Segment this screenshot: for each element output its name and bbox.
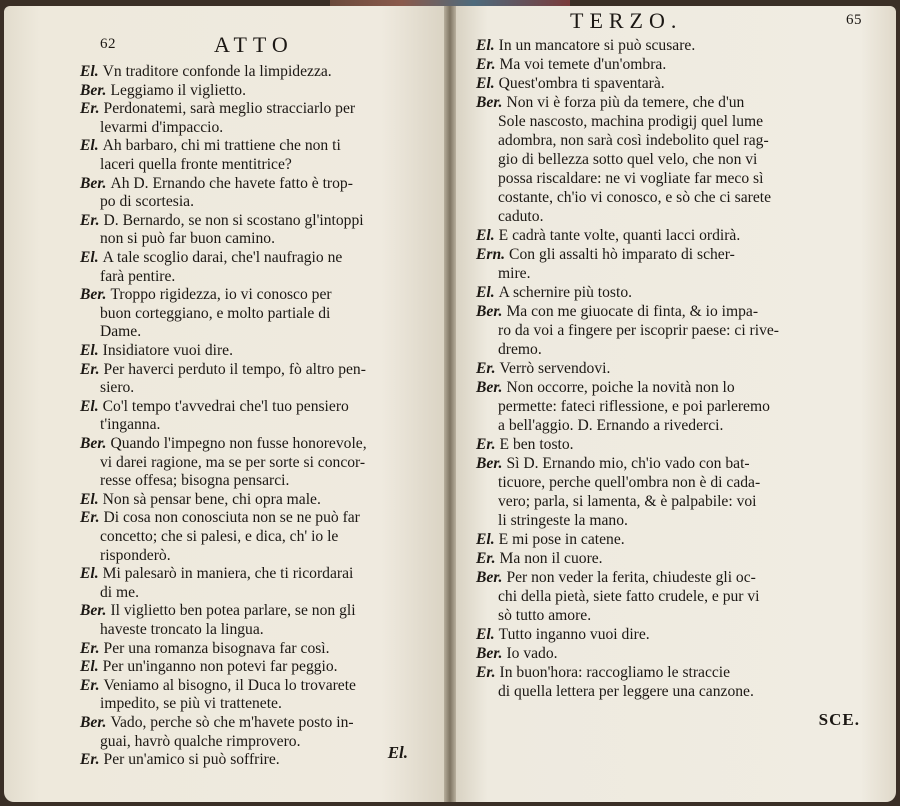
- line-text: concetto; che si palesi, e dica, ch' io le: [100, 528, 339, 545]
- text-line: [80, 174, 353, 194]
- right-page: [452, 6, 896, 802]
- text-line: [100, 267, 175, 287]
- text-line: [498, 131, 769, 151]
- line-text: E cadrà tante volte, quanti lacci ordirà.: [498, 227, 741, 244]
- left-catchword: El.: [387, 743, 408, 762]
- speaker-abbreviation: Er.: [80, 360, 100, 378]
- text-line: [100, 155, 292, 175]
- text-line: [476, 36, 695, 56]
- speaker-abbreviation: Ber.: [80, 714, 107, 731]
- speaker-abbreviation: El.: [80, 137, 99, 155]
- line-text: caduto.: [498, 208, 544, 225]
- speaker-abbreviation: Ber.: [80, 174, 107, 192]
- speaker-abbreviation: Ber.: [476, 94, 503, 111]
- text-line: [498, 340, 542, 360]
- text-line: [476, 644, 558, 664]
- speaker-abbreviation: Ern.: [476, 246, 506, 263]
- text-line: [476, 663, 730, 683]
- line-text: chi della pietà, siete fatto crudele, e pur vi: [498, 588, 760, 605]
- line-text: siero.: [100, 379, 135, 397]
- left-page-number: 62: [100, 36, 116, 52]
- line-text: Mi palesarò in maniera, che ti ricordarai: [102, 565, 354, 583]
- text-line: [498, 587, 760, 607]
- line-text: Non sà pensar bene, chi opra male.: [102, 490, 321, 508]
- text-line: [498, 207, 543, 227]
- speaker-abbreviation: Er.: [476, 436, 496, 453]
- line-text: buon corteggiano, e molto partiale di: [100, 304, 331, 322]
- line-text: In un mancatore si può scusare.: [498, 37, 696, 54]
- text-line: [80, 136, 341, 156]
- text-line: [498, 169, 763, 189]
- line-text: a bell'aggio. D. Ernando a rivederci.: [498, 417, 724, 434]
- text-line: [476, 435, 574, 455]
- line-text: Per una romanza bisognava far così.: [103, 639, 330, 657]
- speaker-abbreviation: Er.: [80, 751, 100, 769]
- line-text: t'inganna.: [100, 416, 161, 434]
- speaker-abbreviation: Er.: [476, 360, 496, 377]
- text-line: [80, 639, 330, 659]
- text-line: [100, 192, 194, 212]
- text-line: [80, 657, 338, 677]
- text-line: [476, 568, 756, 588]
- speaker-abbreviation: El.: [80, 565, 99, 583]
- text-line: [100, 583, 139, 603]
- line-text: di quella lettera per leggere una canzone.: [498, 683, 754, 700]
- text-line: [100, 229, 275, 249]
- line-text: Tutto inganno vuoi dire.: [498, 626, 650, 643]
- text-line: [476, 302, 758, 322]
- text-line: [476, 359, 610, 379]
- line-text: Co'l tempo t'avvedrai che'l tuo pensiero: [102, 397, 349, 415]
- line-text: Quest'ombra ti spaventarà.: [498, 75, 665, 92]
- text-line: [498, 188, 771, 208]
- line-text: li stringeste la mano.: [498, 512, 628, 529]
- speaker-abbreviation: Er.: [80, 639, 100, 657]
- text-line: [100, 732, 300, 752]
- text-line: [80, 676, 356, 696]
- speaker-abbreviation: Er.: [80, 676, 100, 694]
- book-gutter: [444, 6, 456, 802]
- text-line: [80, 360, 366, 380]
- speaker-abbreviation: Ber.: [476, 455, 503, 472]
- text-line: [476, 93, 744, 113]
- line-text: Non occorre, poiche la novità non lo: [506, 379, 735, 396]
- speaker-abbreviation: El.: [80, 63, 99, 80]
- text-line: [80, 81, 246, 101]
- text-line: [476, 74, 665, 94]
- line-text: Ah barbaro, chi mi trattiene che non ti: [102, 137, 341, 155]
- speaker-abbreviation: Ber.: [476, 569, 503, 586]
- text-line: [498, 416, 723, 436]
- speaker-abbreviation: El.: [476, 531, 495, 548]
- speaker-abbreviation: El.: [80, 658, 99, 676]
- line-text: Ah D. Ernando che havete fatto è trop-: [110, 174, 353, 192]
- speaker-abbreviation: Ber.: [476, 379, 503, 396]
- text-line: [476, 226, 740, 246]
- speaker-abbreviation: Er.: [80, 100, 100, 118]
- text-line: [498, 492, 757, 512]
- speaker-abbreviation: El.: [80, 490, 99, 508]
- speaker-abbreviation: Er.: [80, 211, 100, 229]
- line-text: haveste troncato la lingua.: [100, 621, 264, 638]
- text-line: [100, 304, 330, 324]
- text-line: [476, 530, 625, 550]
- line-text: Di cosa non conosciuta non se ne può far: [103, 509, 360, 527]
- text-line: [80, 99, 355, 119]
- speaker-abbreviation: El.: [476, 37, 495, 54]
- text-line: [80, 713, 354, 733]
- line-text: Sole nascosto, machina prodigij quel lume: [498, 113, 764, 130]
- line-text: sò tutto amore.: [498, 607, 592, 624]
- line-text: impedito, se più vi trattenete.: [100, 695, 282, 713]
- text-line: [100, 453, 365, 473]
- line-text: Leggiamo il viglietto.: [110, 81, 246, 99]
- text-line: [498, 150, 757, 170]
- text-line: [80, 750, 280, 770]
- text-line: [80, 211, 364, 231]
- text-line: [100, 322, 141, 342]
- text-line: [476, 625, 650, 645]
- line-text: levarmi d'impaccio.: [100, 118, 224, 136]
- line-text: non si può far buon camino.: [100, 230, 275, 248]
- line-text: adombra, non sarà così indebolito quel rag-: [498, 132, 769, 149]
- speaker-abbreviation: El.: [476, 227, 495, 244]
- line-text: A tale scoglio darai, che'l naufragio ne: [102, 249, 343, 266]
- text-line: [498, 473, 760, 493]
- text-line: [100, 415, 160, 435]
- line-text: Troppo rigidezza, io vi conosco per: [110, 286, 332, 304]
- speaker-abbreviation: Er.: [476, 550, 496, 567]
- speaker-abbreviation: Er.: [476, 56, 496, 73]
- line-text: possa riscaldare: ne vi vogliate far meco sì: [498, 170, 764, 187]
- speaker-abbreviation: Ber.: [476, 303, 503, 320]
- line-text: dremo.: [498, 341, 542, 358]
- speaker-abbreviation: Ber.: [80, 435, 107, 452]
- speaker-abbreviation: El.: [476, 284, 495, 301]
- text-line: [100, 527, 338, 547]
- text-line: [80, 434, 367, 454]
- line-text: mire.: [498, 265, 531, 282]
- line-text: po di scortesia.: [100, 193, 194, 211]
- text-line: [476, 378, 735, 398]
- line-text: ro da voi a fingere per iscoprir paese: ci rive-: [498, 322, 779, 339]
- speaker-abbreviation: Er.: [80, 509, 100, 527]
- line-text: Con gli assalti hò imparato di scher-: [509, 246, 735, 263]
- text-line: [498, 264, 530, 284]
- line-text: vi darei ragione, ma se per sorte si concor-: [100, 453, 366, 471]
- text-line: [476, 245, 735, 265]
- line-text: A schernire più tosto.: [498, 284, 633, 301]
- line-text: permette: fateci riflessione, e poi parleremo: [498, 398, 770, 415]
- left-running-head: ATTO: [214, 32, 294, 57]
- line-text: Sì D. Ernando mio, ch'io vado con bat-: [506, 455, 750, 472]
- text-line: [498, 321, 779, 341]
- text-line: [100, 118, 223, 138]
- right-page-number: 65: [846, 12, 862, 28]
- line-text: farà pentire.: [100, 267, 176, 285]
- line-text: resse offesa; bisogna pensarci.: [100, 472, 290, 490]
- line-text: ticuore, perche quell'ombra non è di cada-: [498, 474, 761, 491]
- text-line: [498, 511, 628, 531]
- text-line: [100, 546, 171, 566]
- text-line: [476, 283, 632, 303]
- text-line: [498, 606, 591, 626]
- line-text: Per un'amico si può soffrire.: [103, 751, 280, 769]
- right-catchword: SCE.: [818, 710, 860, 729]
- speaker-abbreviation: Ber.: [80, 286, 107, 304]
- speaker-abbreviation: Ber.: [80, 602, 107, 620]
- line-text: Insidiatore vuoi dire.: [102, 342, 233, 359]
- line-text: Ma non il cuore.: [499, 550, 603, 567]
- text-line: [476, 454, 750, 474]
- text-line: [80, 285, 332, 305]
- line-text: vero; parla, si lamenta, & è palpabile: voi: [498, 493, 757, 510]
- text-line: [100, 378, 134, 398]
- text-line: [80, 62, 332, 82]
- line-text: Non vi è forza più da temere, che d'un: [506, 94, 745, 111]
- line-text: Per non veder la ferita, chiudeste gli oc-: [506, 569, 756, 586]
- text-line: [498, 112, 763, 132]
- line-text: Per haverci perduto il tempo, fò altro pen-: [103, 360, 366, 378]
- line-text: gio di bellezza sotto quel velo, che non vi: [498, 151, 758, 168]
- text-line: [80, 397, 349, 417]
- speaker-abbreviation: El.: [80, 342, 99, 359]
- line-text: Verrò servendovi.: [499, 360, 611, 377]
- text-line: [498, 682, 754, 702]
- line-text: Per un'inganno non potevi far peggio.: [102, 658, 338, 676]
- text-line: [100, 694, 282, 714]
- text-line: [476, 549, 603, 569]
- line-text: Vn traditore confonde la limpidezza.: [102, 63, 332, 80]
- line-text: di me.: [100, 583, 139, 601]
- text-line: [80, 490, 321, 510]
- text-line: [80, 564, 353, 584]
- speaker-abbreviation: El.: [80, 249, 99, 266]
- line-text: risponderò.: [100, 546, 171, 564]
- line-text: costante, ch'io vi conosco, e sò che ci sarete: [498, 189, 771, 206]
- speaker-abbreviation: Ber.: [80, 81, 107, 99]
- text-line: [80, 248, 342, 268]
- line-text: Il viglietto ben potea parlare, se non gli: [110, 602, 356, 620]
- line-text: Ma voi temete d'un'ombra.: [499, 56, 667, 73]
- text-line: [100, 471, 289, 491]
- line-text: Quando l'impegno non fusse honorevole,: [110, 435, 367, 452]
- speaker-abbreviation: Ber.: [476, 645, 503, 662]
- line-text: D. Bernardo, se non si scostano gl'intoppi: [103, 211, 364, 229]
- line-text: Ma con me giuocate di finta, & io impa-: [506, 303, 759, 320]
- line-text: laceri quella fronte mentitrice?: [100, 156, 292, 173]
- text-line: [476, 55, 666, 75]
- line-text: Io vado.: [506, 645, 558, 662]
- speaker-abbreviation: El.: [80, 397, 99, 415]
- line-text: Vado, perche sò che m'havete posto in-: [110, 714, 354, 731]
- text-line: [100, 620, 264, 640]
- text-line: [80, 341, 233, 361]
- line-text: E ben tosto.: [499, 436, 574, 453]
- text-line: [80, 508, 360, 528]
- left-page: [4, 6, 448, 802]
- right-running-head: TERZO.: [570, 8, 683, 33]
- line-text: Veniamo al bisogno, il Duca lo trovarete: [103, 676, 356, 694]
- speaker-abbreviation: El.: [476, 75, 495, 92]
- text-line: [80, 601, 356, 621]
- speaker-abbreviation: Er.: [476, 664, 496, 681]
- text-line: [498, 397, 770, 417]
- line-text: Perdonatemi, sarà meglio stracciarlo per: [103, 100, 356, 118]
- line-text: In buon'hora: raccogliamo le straccie: [499, 664, 731, 681]
- line-text: E mi pose in catene.: [498, 531, 625, 548]
- speaker-abbreviation: El.: [476, 626, 495, 643]
- line-text: guai, havrò qualche rimprovero.: [100, 732, 301, 750]
- line-text: Dame.: [100, 323, 142, 341]
